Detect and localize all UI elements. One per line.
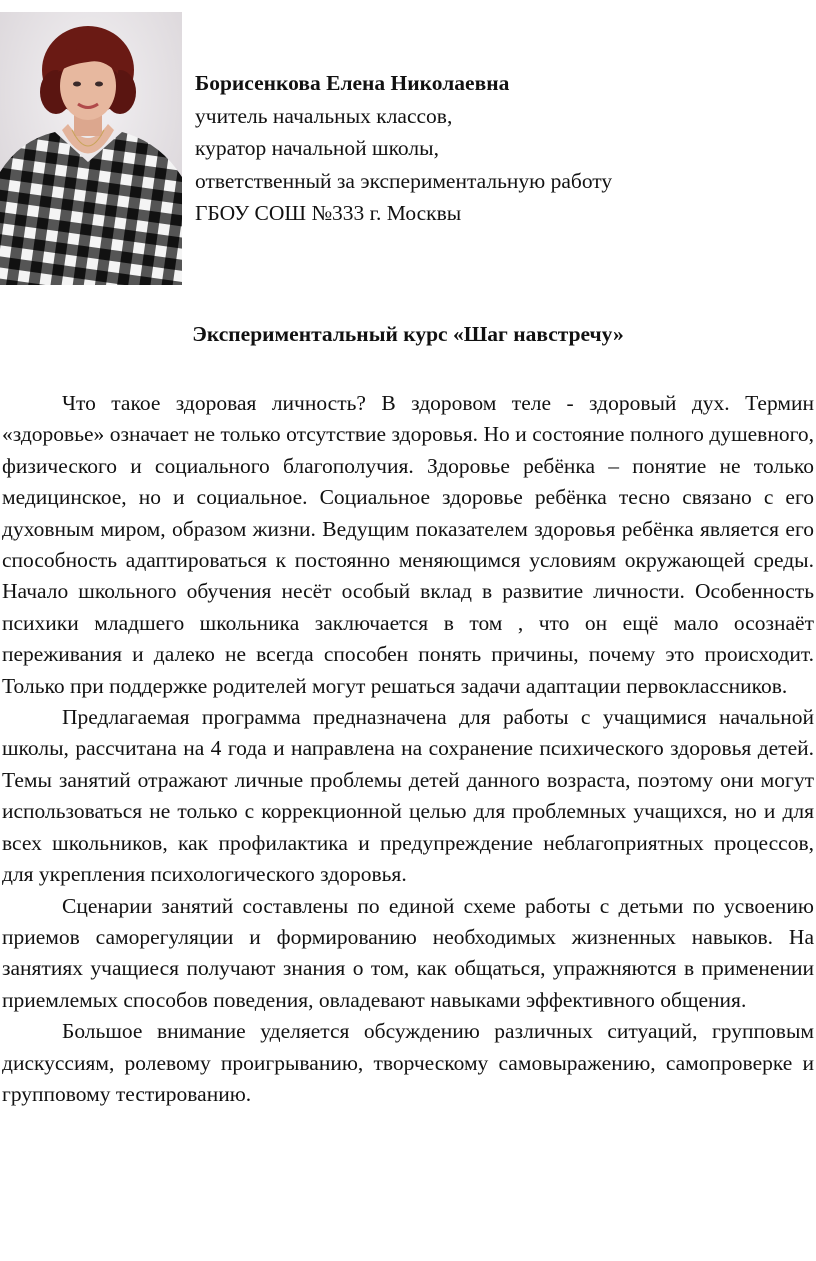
author-info <box>195 67 612 230</box>
paragraph: Сценарии занятий составлены по единой схеме работы с детьми по усвоению приемов саморегуляции и формированию необходимых жизненных навыков. На занятиях учащиеся получают знания о том, как общаться, упражняются в применении приемлемых способов поведения, овладевают навыками эффективного общения. <box>2 893 814 1012</box>
author-role: куратор начальной школы, <box>195 136 439 160</box>
paragraph: Что такое здоровая личность? В здоровом теле - здоровый дух. Термин «здоровье» означает не только отсутствие здоровья. Но и состояние полного душевного, физического и социального благополучия. Здоровье ребёнка – понятие не только медицинское, но и социальное. Социальное здоровье ребёнка тесно связано с его духовным миром, образом жизни. Ведущим показателем здоровья ребёнка является его способность адаптироваться к постоянно меняющимся условиям окружающей среды. Начало школьного обучения несёт особый вклад в развитие личности. Особенность психики младшего школьника заключается в том , что он ещё мало осознаёт переживания и далеко не всегда способен понять причины, почему это происходит. Только при поддержке родителей могут решаться задачи адаптации первоклассников. <box>2 391 814 698</box>
paragraph: Предлагаемая программа предназначена для работы с учащимися начальной школы, рассчитана на 4 года и направлена на сохранение психического здоровья детей. Темы занятий отражают личные проблемы детей данного возраста, поэтому они могут использоваться не только с коррекционной целью для проблемных учащихся, но и для всех школьников, как профилактика и предупреждение неблагоприятных процессов, для укрепления психологического здоровья. <box>2 705 814 887</box>
document-title: Экспериментальный курс «Шаг навстречу» <box>192 322 624 346</box>
author-name: Борисенкова Елена Николаевна <box>195 71 510 95</box>
author-position: учитель начальных классов, <box>195 103 453 128</box>
author-photo <box>0 12 182 285</box>
author-responsibility: ответственный за экспериментальную работу <box>195 168 613 193</box>
document-body <box>2 388 814 1110</box>
author-school: ГБОУ СОШ №333 г. Москвы <box>195 201 462 225</box>
paragraph: Большое внимание уделяется обсуждению различных ситуаций, групповым дискуссиям, ролевому проигрыванию, творческому самовыражению, самопроверке и групповому тестированию. <box>2 1019 814 1106</box>
